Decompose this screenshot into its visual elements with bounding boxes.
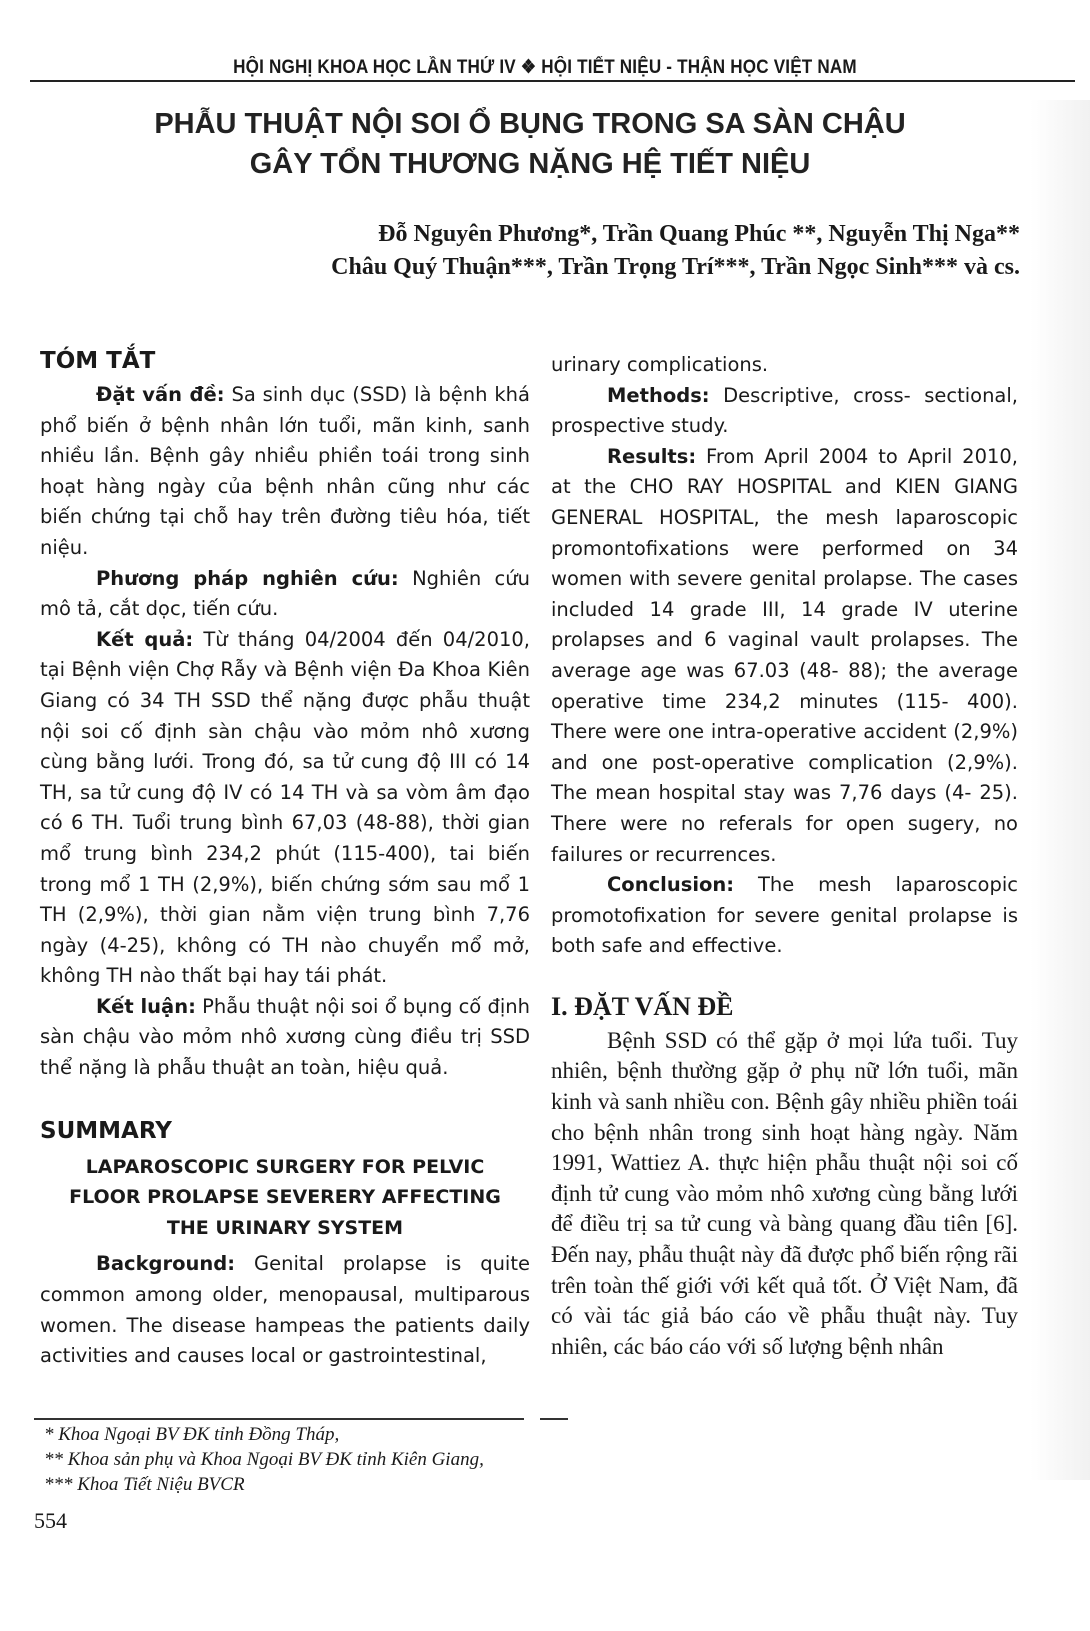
authors-line-1: Đỗ Nguyên Phương*, Trần Quang Phúc **, Nguyễn Thị Nga**: [378, 221, 1020, 247]
summary-paragraph-continued: urinary complications.: [551, 353, 769, 376]
running-header: HỘI NGHỊ KHOA HỌC LẦN THỨ IV ❖ HỘI TIẾT NIỆU - THẬN HỌC VIỆT NAM: [233, 57, 857, 78]
para-text: Phẫu thuật nội soi ổ bụng cố định sàn chậu vào mỏm nhô xương cùng điều trị SSD thể nặng là phẫu thuật an toàn, hiệu quả.: [40, 994, 530, 1080]
subtitle-line: FLOOR PROLAPSE SEVERERY AFFECTING: [69, 1186, 501, 1209]
para-text: Descriptive, cross- sectional, prospective study.: [551, 383, 1018, 438]
footnote: *** Khoa Tiết Niệu BVCR: [44, 1474, 245, 1495]
para-label: Kết luận:: [96, 994, 196, 1018]
para-text: From April 2004 to April 2010, at the CHO RAY HOSPITAL and KIEN GIANG GENERAL HOSPITAL, the mesh laparoscopic promontofixations were performed on 34 women with severe genital prolapse. The cases included 14 grade III, 14 grade IV uterine prolapses and 6 vaginal vault prolapses. The average age was 67.03 (48- 88); the average operative time 234,2 minutes (115- 400). There were one intra-operative accident (2,9%) and one post-operative complication (2,9%). The mean hospital stay was 7,76 days (4- 25). There were no referals for open sugery, no failures or recurrences.: [551, 444, 1018, 866]
page-number: 554: [34, 1508, 67, 1533]
para-text: Nghiên cứu mô tả, cắt dọc, tiến cứu.: [40, 566, 530, 621]
right-column: [551, 350, 1018, 1362]
summary-paragraph: [551, 870, 1018, 962]
para-label: Đặt vấn đề:: [96, 383, 225, 406]
page-edge-shadow: [1030, 100, 1090, 1480]
body-paragraph: Bệnh SSD có thể gặp ở mọi lứa tuổi. Tuy nhiên, bệnh thường gặp ở phụ nữ lớn tuổi, mãn kinh và sanh nhiều con. Bệnh gây nhiều phiền toái cho bệnh nhân trong sinh hoạt hàng ngày. Năm 1991, Wattiez A. thực hiện phẫu thuật nội soi cố định tử cung vào mỏm nhô xương cùng bằng lưới để điều trị sa tử cung và bàng quang đầu tiên [6]. Đến nay, phẫu thuật này đã được phổ biến rộng rãi trên toàn thế giới với kết quả tốt. Ở Việt Nam, đã có vài tác giả báo cáo về phẫu thuật này. Tuy nhiên, các báo cáo với số lượng bệnh nhân: [551, 1027, 1018, 1359]
footnote: * Khoa Ngoại BV ĐK tỉnh Đồng Tháp,: [44, 1424, 340, 1445]
subtitle-line: LAPAROSCOPIC SURGERY FOR PELVIC: [85, 1155, 485, 1178]
paper-title: [0, 104, 1060, 184]
para-label: Methods:: [607, 383, 710, 407]
footnotes: [44, 1422, 484, 1497]
tom-tat-heading: TÓM TẮT: [40, 348, 156, 374]
footnote-divider-right: [540, 1418, 568, 1420]
left-column: [40, 342, 530, 1372]
footnote: ** Khoa sản phụ và Khoa Ngoại BV ĐK tỉnh Kiên Giang,: [44, 1449, 484, 1470]
author-list: [331, 218, 1020, 284]
para-label: Phương pháp nghiên cứu:: [96, 566, 399, 590]
para-text: The mesh laparoscopic promotofixation for severe genital prolapse is both safe and effective.: [551, 873, 1018, 958]
header-divider: [30, 80, 1075, 82]
para-label: Results:: [607, 444, 697, 468]
title-line-1: PHẪU THUẬT NỘI SOI Ổ BỤNG TRONG SA SÀN CHẬU: [154, 108, 906, 140]
subtitle-line: THE URINARY SYSTEM: [166, 1216, 404, 1239]
abstract-paragraph: [40, 992, 530, 1084]
summary-paragraph: [551, 442, 1018, 870]
summary-subtitle: [40, 1152, 530, 1244]
summary-heading: SUMMARY: [40, 1117, 172, 1144]
abstract-paragraph: [40, 380, 530, 564]
title-line-2: GÂY TỔN THƯƠNG NẶNG HỆ TIẾT NIỆU: [249, 148, 811, 180]
footnote-divider: [34, 1418, 524, 1420]
para-text: Sa sinh dục (SSD) là bệnh khá phổ biến ở bệnh nhân lớn tuổi, mãn kinh, sanh nhiều lần. Bệnh gây nhiều phiền toái trong sinh hoạt hàng ngày của bệnh nhân cũng như các biến chứng tại chỗ hay trên đường tiêu hóa, tiết niệu.: [40, 383, 530, 559]
section-heading: I. ĐẶT VẤN ĐỀ: [551, 991, 734, 1021]
summary-paragraph: [40, 1249, 530, 1371]
authors-line-2: Châu Quý Thuận***, Trần Trọng Trí***, Trần Ngọc Sinh*** và cs.: [331, 254, 1020, 280]
para-text: Genital prolapse is quite common among older, menopausal, multiparous women. The disease hampeas the patients daily activities and causes local or gastrointestinal,: [40, 1252, 530, 1368]
para-label: Background:: [96, 1252, 236, 1276]
abstract-paragraph: [40, 564, 530, 625]
para-label: Conclusion:: [607, 873, 735, 897]
para-label: Kết quả:: [96, 627, 194, 651]
abstract-paragraph: [40, 625, 530, 992]
para-text: Từ tháng 04/2004 đến 04/2010, tại Bệnh viện Chợ Rẫy và Bệnh viện Đa Khoa Kiên Giang có 34 TH SSD thể nặng được phẫu thuật nội soi cố định sàn chậu vào mỏm nhô xương cùng bằng lưới. Trong đó, sa tử cung độ III có 14 TH, sa tử cung độ IV có 14 TH và sa vòm âm đạo có 6 TH. Tuổi trung bình 67,03 (48-88), thời gian mổ trung bình 234,2 phút (115-400), tai biến trong mổ 1 TH (2,9%), biến chứng sớm sau mổ 1 TH (2,9%), thời gian nằm viện trung bình 7,76 ngày (4-25), không có TH nào chuyển mổ mở, không TH nào thất bại hay tái phát.: [40, 627, 530, 988]
summary-paragraph: [551, 381, 1018, 442]
